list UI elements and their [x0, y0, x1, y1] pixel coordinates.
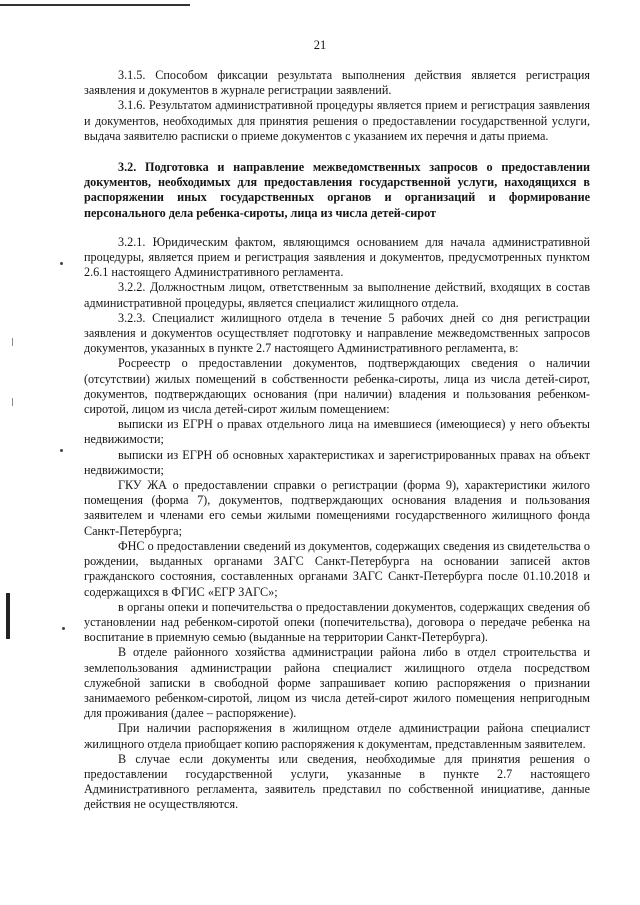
- paragraph-3-1-6: 3.1.6. Результатом административной процедуры является прием и регистрация заявления и документов, необходимых для принятия решения о предоставлении государственной услуги, выдача заявителю расписки о приеме документов с указанием их перечня и даты приема.: [84, 98, 590, 143]
- paragraph-fns: ФНС о предоставлении сведений из документов, содержащих сведения из свидетельства о рождении, выданных органами ЗАГС Санкт-Петербурга на основании записей актов гражданского состояния, составленных органами ЗАГС Санкт-Петербурга после 01.10.2018 и содержащихся в ФГИС «ЕГР ЗАГС»;: [84, 538, 590, 599]
- scan-artifact-dot: [60, 449, 63, 452]
- scan-edge-line: [0, 4, 190, 6]
- scan-artifact-dot: [60, 262, 63, 265]
- paragraph-3-2-1: 3.2.1. Юридическим фактом, являющимся основанием для начала административной процедуры, является прием и регистрация заявления и документов, предусмотренных пунктом 2.6.1 настоящего Административного регламента.: [84, 234, 590, 280]
- paragraph-3-1-5: 3.1.5. Способом фиксации результата выполнения действия является регистрация заявления и документов в журнале регистрации заявлений.: [84, 68, 590, 98]
- paragraph-gku: ГКУ ЖА о предоставлении справки о регистрации (форма 9), характеристики жилого помещения (форма 7), документов, подтверждающих основания владения и пользования заявителем и членами его семьи жилыми помещениями государственного жилищного фонда Санкт-Петербурга;: [84, 478, 590, 538]
- paragraph-egrn-rights: выписки из ЕГРН о правах отдельного лица на имевшиеся (имеющиеся) у него объекты недвижимости;: [84, 417, 590, 447]
- paragraph-nalichie: При наличии распоряжения в жилищном отделе администрации района специалист жилищного отдела приобщает копию распоряжения к документам, представленным заявителем.: [84, 721, 590, 751]
- paragraph-rosreestr: Росреестр о предоставлении документов, подтверждающих сведения о наличии (отсутствии) жилых помещений в собственности ребенка-сироты, лица из числа детей-сирот, документов, подтверждающих основания (при наличии) владения и пользования ребенком-сиротой, лицом из числа детей-сирот жилым помещением:: [84, 356, 590, 417]
- paragraph-otdel: В отделе районного хозяйства администрации района либо в отдел строительства и землепользования администрации района специалист жилищного отдела посредством служебной записки в свободной форме запрашивает копию распоряжения о признании занимаемого ребенком-сиротой, лицом из числа детей-сирот жилого помещения непригодным для проживания (далее – распоряжение).: [84, 645, 590, 721]
- scan-artifact-dot: [62, 627, 65, 630]
- paragraph-3-2-2: 3.2.2. Должностным лицом, ответственным за выполнение действий, входящих в состав административной процедуры, является специалист жилищного отдела.: [84, 280, 590, 310]
- section-heading-3-2: 3.2. Подготовка и направление межведомственных запросов о предоставлении документов, необходимых для предоставления государственной услуги, находящихся в распоряжении иных государственных органов и организаций и формирование персонального дела ребенка-сироты, лица из числа детей-сирот: [84, 160, 590, 220]
- paragraph-egrn-characteristics: выписки из ЕГРН об основных характеристиках и зарегистрированных правах на объект недвижимости;: [84, 447, 590, 477]
- paragraph-v-sluchae: В случае если документы или сведения, необходимые для принятия решения о предоставлении государственной услуги, указанные в пункте 2.7 настоящего Административного регламента, заявитель представил по собственной инициативе, данные действия не осуществляются.: [84, 751, 590, 812]
- scan-artifact-bar: [6, 593, 10, 639]
- scan-artifact-tick: [12, 398, 13, 406]
- paragraph-3-2-3: 3.2.3. Специалист жилищного отдела в течение 5 рабочих дней со дня регистрации заявления и документов осуществляет подготовку и направление межведомственных запросов документов, указанных в пункте 2.7 настоящего Административного регламента, в:: [84, 310, 590, 356]
- document-body: [84, 68, 590, 813]
- scan-artifact-tick: [12, 338, 13, 346]
- paragraph-opeka: в органы опеки и попечительства о предоставлении документов, содержащих сведения об установлении над ребенком-сиротой опеки (попечительства), договора о передаче ребенка на воспитание в приемную семью (выданные на территории Санкт-Петербурга).: [84, 599, 590, 645]
- page-number: 21: [313, 38, 327, 52]
